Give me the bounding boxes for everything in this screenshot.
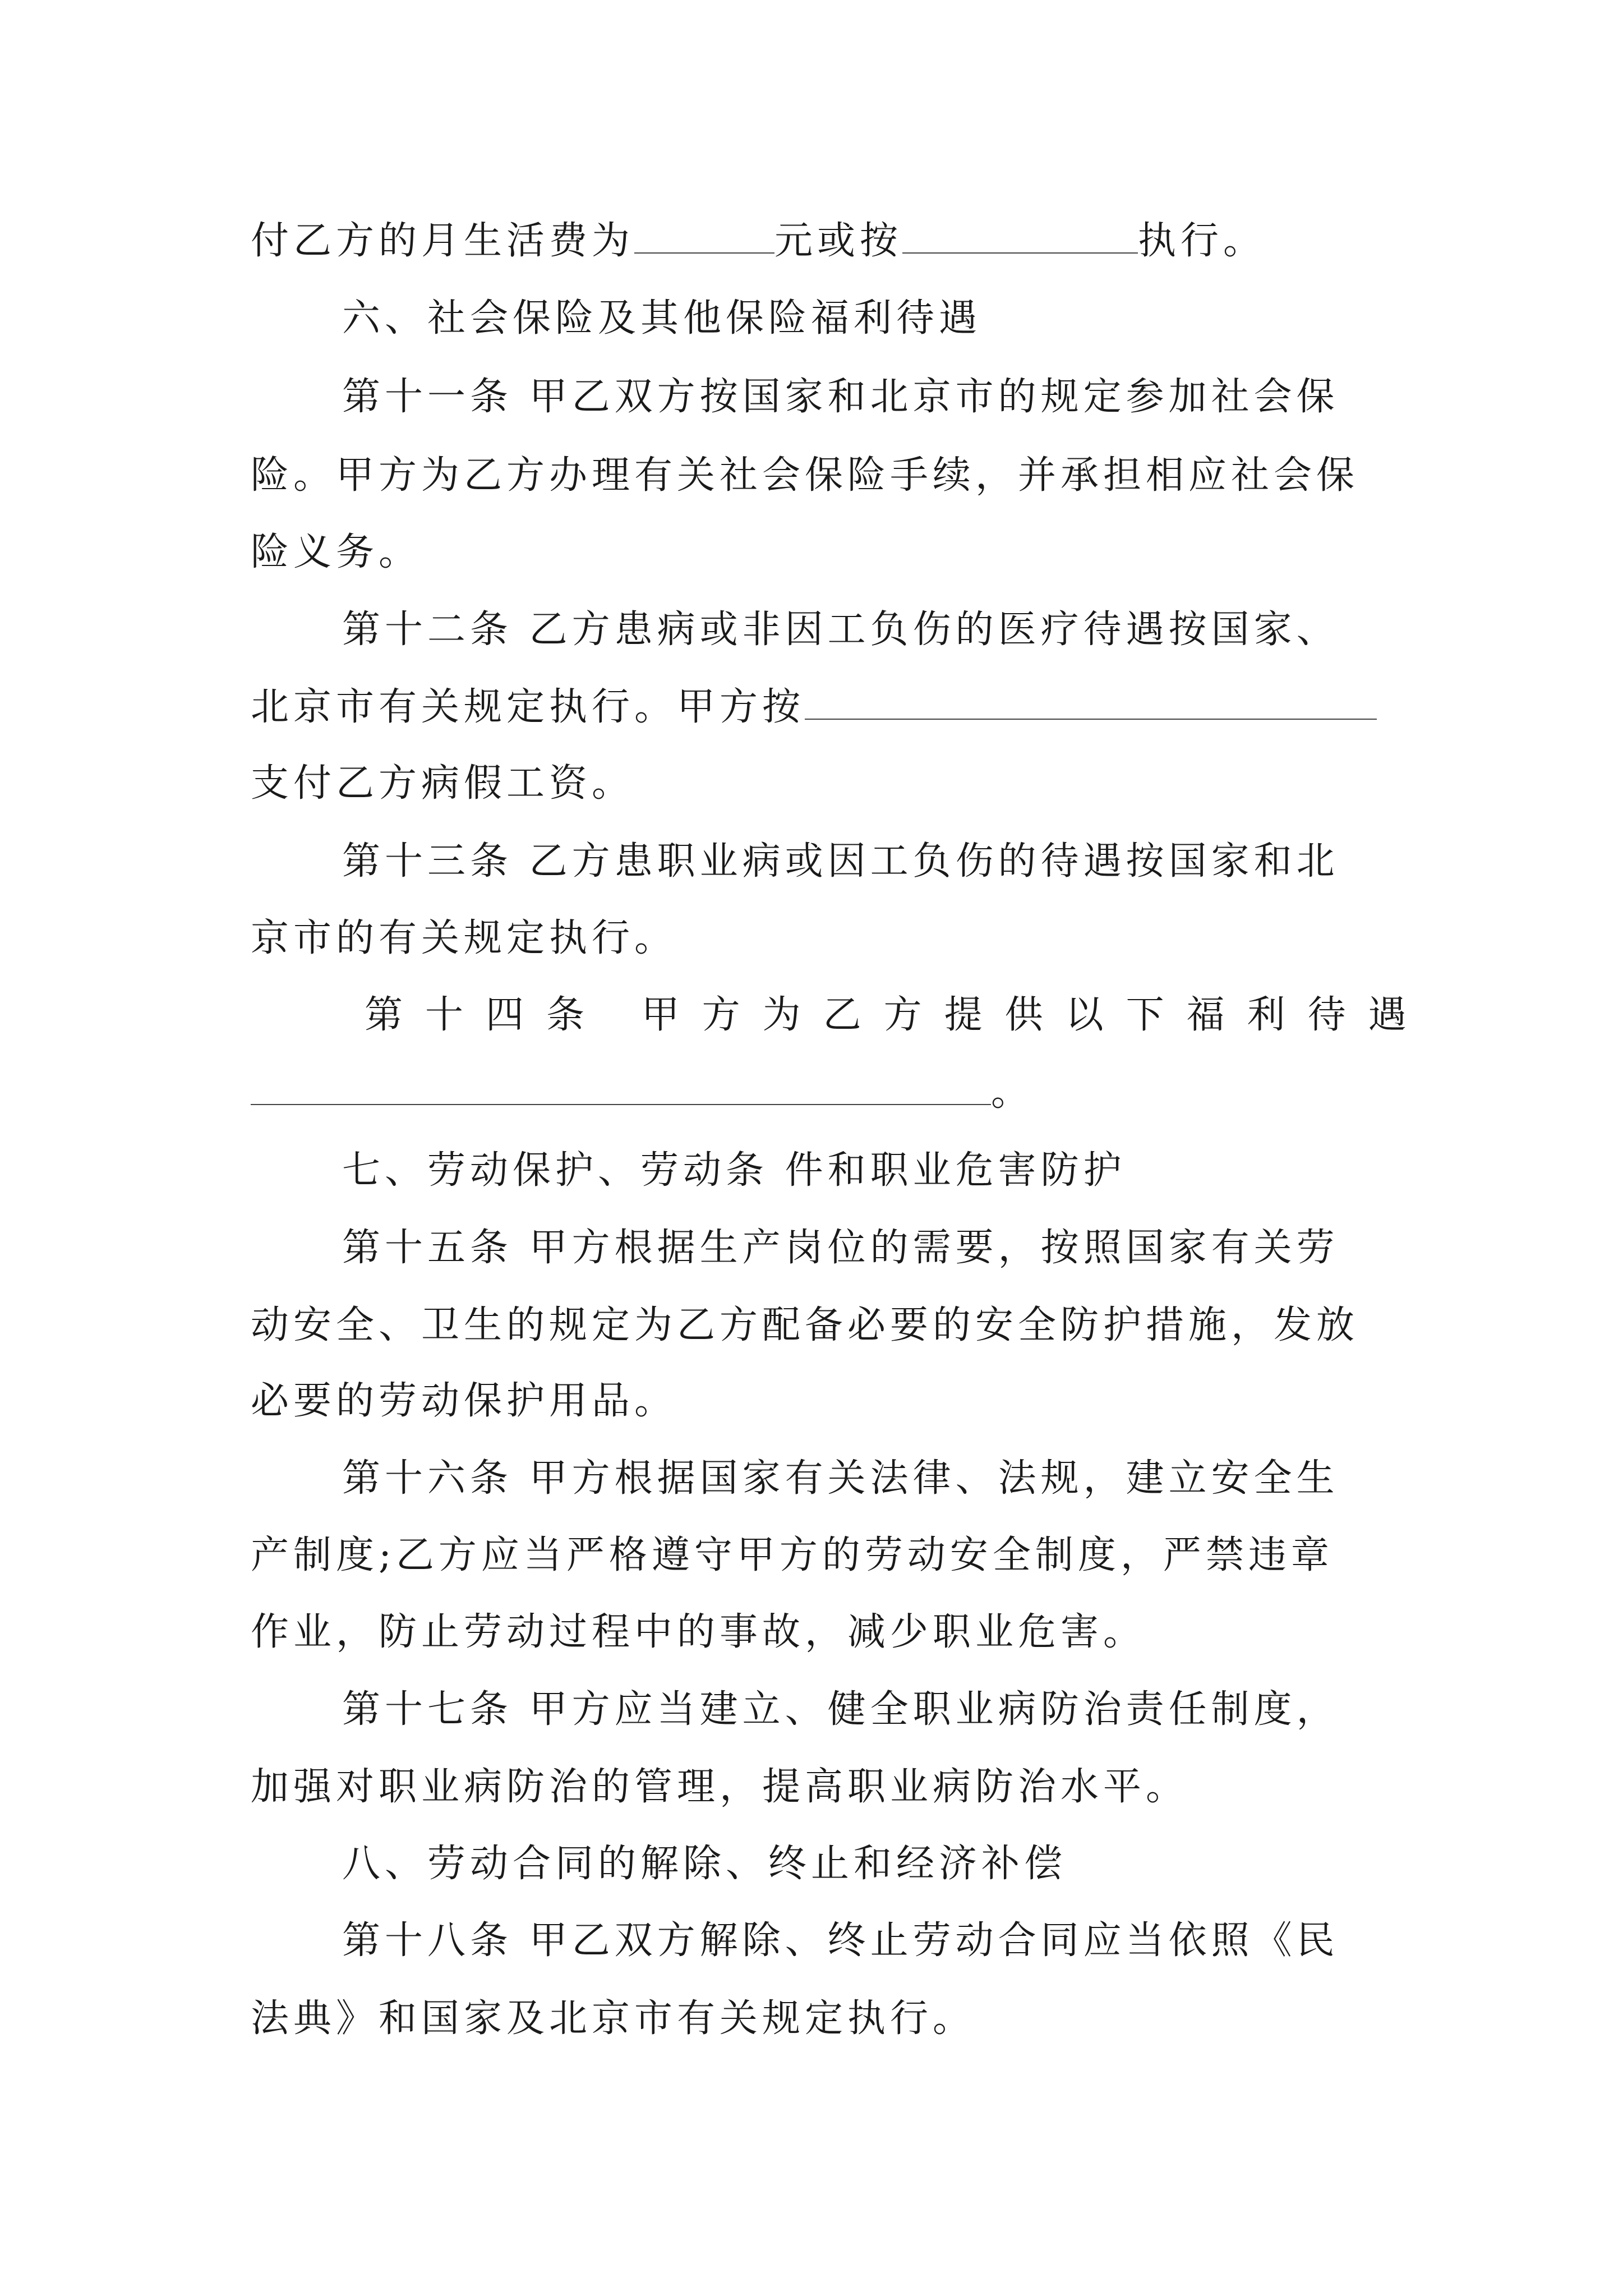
blank-field[interactable] <box>634 220 774 254</box>
text-line: 支付乙方病假工资。 <box>251 761 635 806</box>
text-line: 产制度;乙方应当严格遵守甲方的劳动安全制度，严禁违章 <box>251 1533 1334 1577</box>
text-line: 作业，防止劳动过程中的事故，减少职业危害。 <box>251 1610 1146 1654</box>
text-line: 第十一条 甲乙双方按国家和北京市的规定参加社会保 <box>342 375 1339 419</box>
text-segment: 北京市有关规定执行。甲方按 <box>251 685 805 729</box>
text-segment: 执行。 <box>1138 219 1266 263</box>
text-line: 京市的有关规定执行。 <box>251 916 677 960</box>
text-line: 第十六条 甲方根据国家有关法律、法规，建立安全生 <box>342 1456 1339 1501</box>
text-line: 第十二条 乙方患病或非因工负伤的医疗待遇按国家、 <box>342 608 1339 652</box>
text-line <box>251 677 1389 738</box>
text-segment: 。 <box>991 1070 1034 1115</box>
text-segment: 付乙方的月生活费为 <box>251 219 635 263</box>
text-segment: 元或按 <box>774 219 903 263</box>
text-line: 法典》和国家及北京市有关规定执行。 <box>251 1996 976 2041</box>
text-line: 险义务。 <box>251 530 422 574</box>
text-line: 第十三条 乙方患职业病或因工负伤的待遇按国家和北 <box>342 839 1339 884</box>
blank-field[interactable] <box>902 220 1138 254</box>
section-heading: 八、劳动合同的解除、终止和经济补偿 <box>342 1842 1067 1886</box>
text-line: 必要的劳动保护用品。 <box>251 1379 677 1423</box>
text-line <box>251 1062 1389 1124</box>
text-line: 第十四条 甲方为乙方提供以下福利待遇 <box>365 993 1429 1037</box>
section-heading: 七、劳动保护、劳动条 件和职业危害防护 <box>342 1148 1126 1193</box>
text-line: 第十七条 甲方应当建立、健全职业病防治责任制度， <box>342 1687 1339 1732</box>
text-line <box>251 210 1389 272</box>
section-heading: 六、社会保险及其他保险福利待遇 <box>342 296 982 341</box>
text-line: 第十八条 甲乙双方解除、终止劳动合同应当依照《民 <box>342 1918 1339 1963</box>
text-line: 加强对职业病防治的管理，提高职业病防治水平。 <box>251 1765 1189 1809</box>
text-line: 第十五条 甲方根据生产岗位的需要，按照国家有关劳 <box>342 1226 1339 1270</box>
blank-field[interactable] <box>805 686 1377 720</box>
text-line: 险。甲方为乙方办理有关社会保险手续，并承担相应社会保 <box>251 453 1359 498</box>
blank-field[interactable] <box>251 1071 991 1105</box>
text-line: 动安全、卫生的规定为乙方配备必要的安全防护措施，发放 <box>251 1303 1359 1347</box>
